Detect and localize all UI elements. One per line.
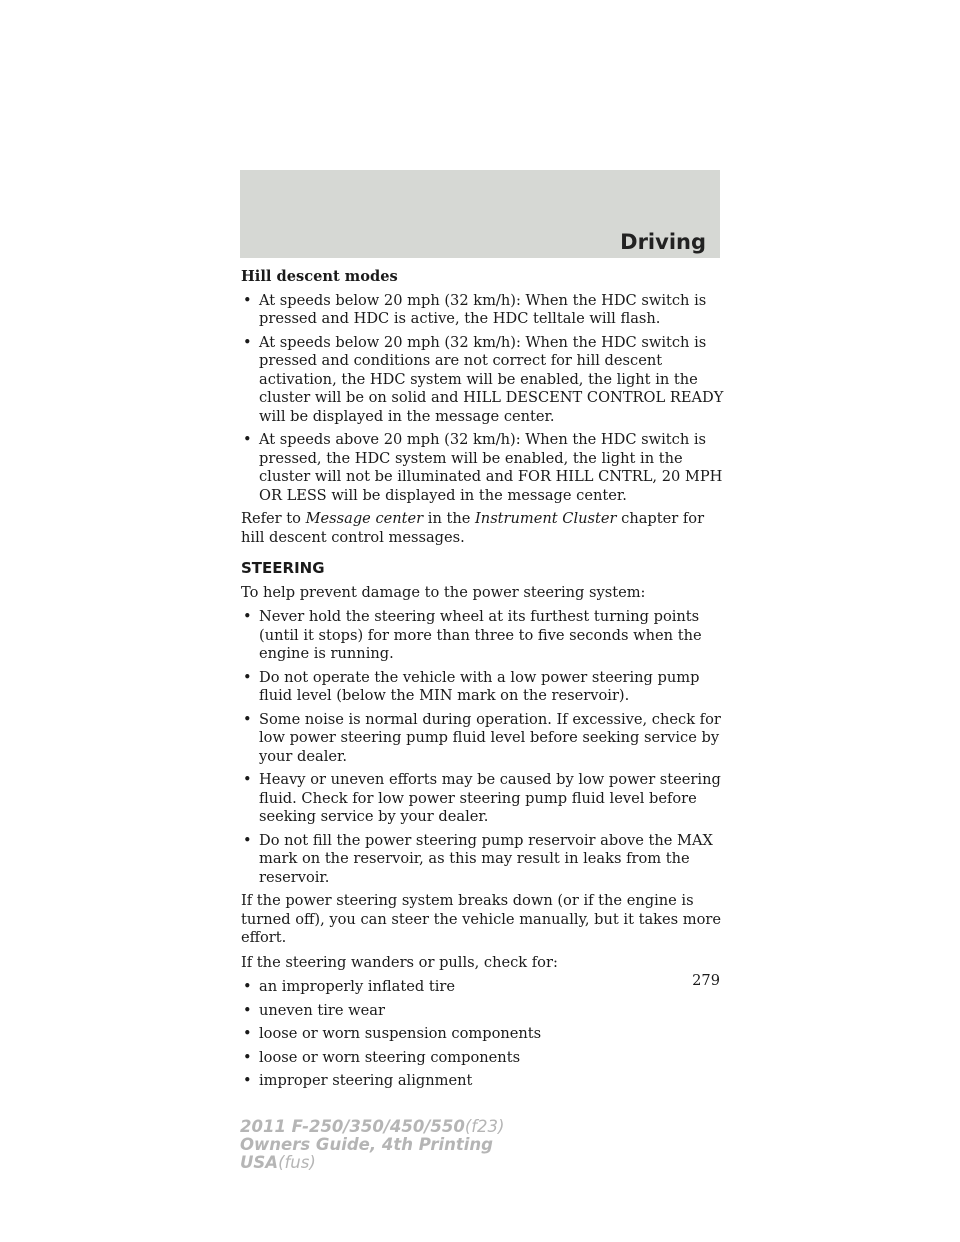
refer-paragraph: [241, 510, 725, 547]
list-item: • Do not fill the power steering pump reservoir above the MAX mark on the reservoir, as this may result in leaks from the reservoir.: [241, 832, 725, 888]
refer-prefix: Refer to: [241, 510, 306, 527]
footer-line-market: [240, 1154, 505, 1172]
section-title: Driving: [620, 230, 706, 254]
refer-suffix: chapter for hill descent control messages.: [241, 510, 705, 546]
list-item: • uneven tire wear: [241, 1002, 725, 1021]
footer-line-guide: Owners Guide, 4th Printing: [240, 1135, 493, 1154]
hill-descent-heading: Hill descent modes: [241, 268, 398, 285]
list-item: • an improperly inflated tire: [241, 978, 725, 997]
list-item: • At speeds below 20 mph (32 km/h): When the HDC switch is pressed and conditions are not correct for hill descent activation, the HDC system will be enabled, the light in the cluster will be on solid and HILL DESCENT CONTROL READY will be displayed in the message center.: [241, 334, 725, 427]
list-item: • At speeds above 20 mph (32 km/h): When the HDC switch is pressed, the HDC system will be enabled, the light in the cluster will not be illuminated and FOR HILL CNTRL, 20 MPH OR LESS will be displayed in the message center.: [241, 431, 725, 505]
list-item: • improper steering alignment: [241, 1072, 725, 1091]
footer-line-model: [240, 1118, 505, 1136]
document-footer: [240, 1118, 505, 1172]
steering-list: [241, 608, 725, 887]
list-item: • loose or worn steering components: [241, 1049, 725, 1068]
page-content: [241, 268, 725, 1096]
list-item: • At speeds below 20 mph (32 km/h): When the HDC switch is pressed and HDC is active, the HDC telltale will flash.: [241, 292, 725, 329]
hill-descent-list: [241, 292, 725, 506]
steering-heading: STEERING: [241, 559, 325, 577]
footer-market-code: (fus): [278, 1153, 316, 1172]
list-item: • Never hold the steering wheel at its furthest turning points (until it stops) for more than three to five seconds when the engine is running.: [241, 608, 725, 664]
list-item: • Some noise is normal during operation. If excessive, check for low power steering pump fluid level before seeking service by your dealer.: [241, 711, 725, 767]
footer-market: USA: [240, 1153, 279, 1172]
breakdown-paragraph: If the power steering system breaks down (or if the engine is turned off), you can steer the vehicle manually, but it takes more effort.: [241, 892, 721, 946]
footer-model: 2011 F-250/350/450/550: [240, 1117, 465, 1136]
page-number: 279: [692, 972, 720, 989]
footer-model-code: (f23): [464, 1117, 505, 1136]
list-item: • loose or worn suspension components: [241, 1025, 725, 1044]
refer-middle: in the: [423, 510, 476, 527]
refer-link-message-center: Message center: [305, 510, 424, 527]
steering-intro: To help prevent damage to the power steering system:: [241, 583, 646, 601]
refer-link-instrument-cluster: Instrument Cluster: [475, 510, 617, 527]
section-header-band: [240, 170, 720, 258]
list-item: • Heavy or uneven efforts may be caused by low power steering fluid. Check for low power steering pump fluid level before seeking service by your dealer.: [241, 771, 725, 827]
list-item: • Do not operate the vehicle with a low power steering pump fluid level (below the MIN mark on the reservoir).: [241, 669, 725, 706]
wander-list: [241, 978, 725, 1091]
wander-intro: If the steering wanders or pulls, check for:: [241, 953, 558, 971]
